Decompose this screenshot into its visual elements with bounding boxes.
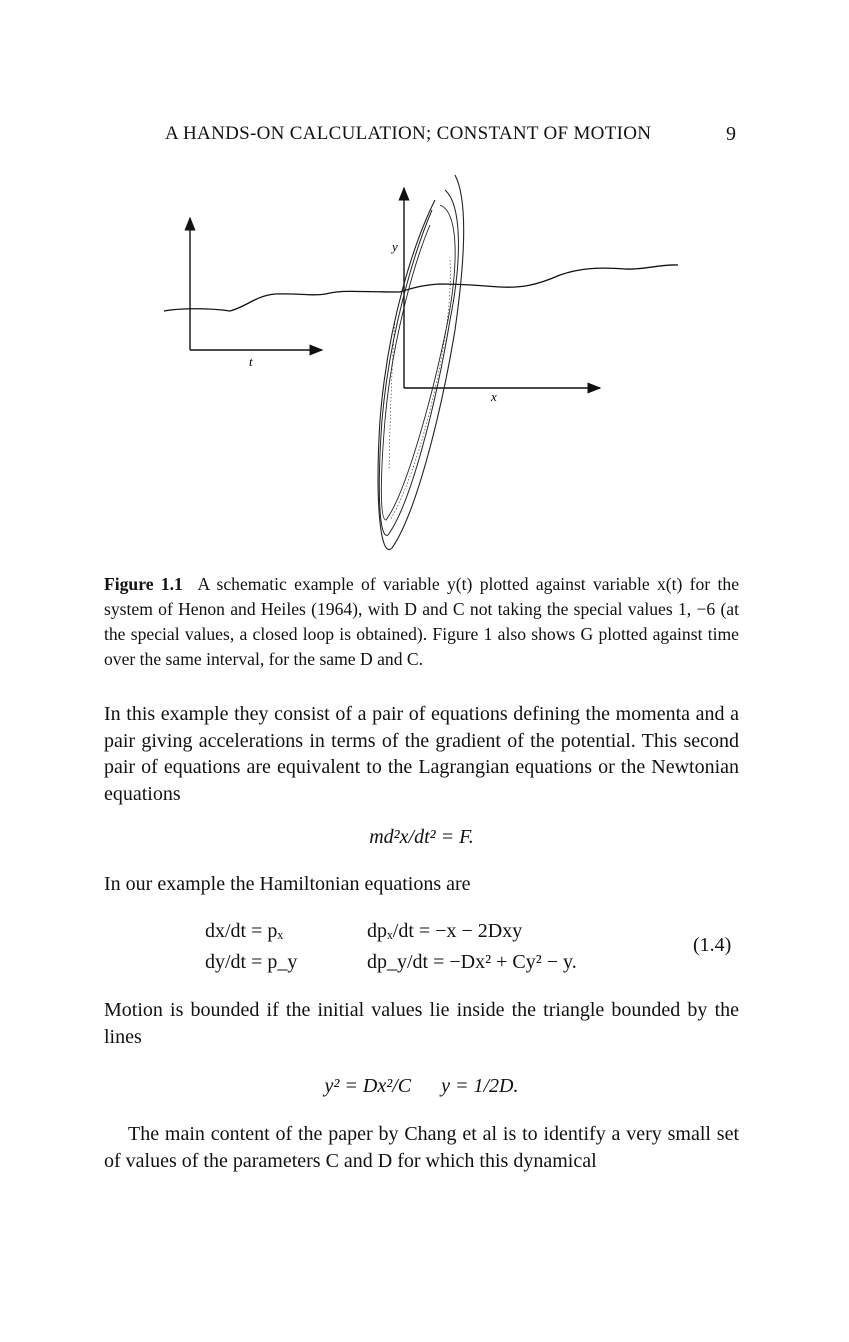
equation-1-right: dpₓ/dt = −x − 2Dxy bbox=[367, 920, 523, 942]
figure-caption bbox=[104, 572, 739, 672]
equation-bounds bbox=[104, 1075, 739, 1098]
page-number: 9 bbox=[726, 123, 736, 145]
caption-text: A schematic example of variable y(t) plotted against variable x(t) for the system of Henon and Heiles (1964), with D and C not taking the special values 1, −6 (at the special values, a closed loop is obtained). Figure 1 also shows G plotted against time over the same interval, for the same D and C. bbox=[104, 574, 740, 669]
equation-1-left: dx/dt = pₓ bbox=[205, 920, 284, 942]
hamiltonian-equations bbox=[205, 916, 655, 978]
paragraph-2: In our example the Hamiltonian equations are bbox=[104, 873, 471, 895]
equation-bounds-text: y² = Dx²/C y = 1/2D. bbox=[324, 1075, 519, 1097]
y-axis-label: y bbox=[392, 239, 398, 254]
paragraph-3: Motion is bounded if the initial values lie inside the triangle bounded by the lines bbox=[104, 999, 739, 1048]
g-time-curve bbox=[164, 265, 678, 311]
t-axis-label: t bbox=[249, 354, 253, 369]
caption-label: Figure 1.1 bbox=[104, 574, 183, 594]
equation-row-2 bbox=[205, 947, 655, 978]
figure-1-1 bbox=[0, 0, 849, 560]
x-axis-label: x bbox=[491, 389, 497, 404]
equation-row-1 bbox=[205, 916, 655, 947]
paragraph-4: The main content of the paper by Chang et al is to identify a very small set of values of the parameters C and D for which this dynamical bbox=[104, 1123, 739, 1172]
equation-2-left: dy/dt = p_y bbox=[205, 951, 298, 973]
equation-number: (1.4) bbox=[693, 934, 732, 956]
orbit-loops bbox=[378, 175, 464, 550]
equation-newton-text: md²x/dt² = F. bbox=[369, 826, 474, 848]
paragraph-1: In this example they consist of a pair of equations defining the momenta and a pair giving accelerations in terms of the gradient of the potential. This second pair of equations are equivalent to the Lagrangian equations or the Newtonian equations bbox=[104, 703, 739, 805]
orbit-outer bbox=[378, 175, 464, 550]
running-title: A HANDS-ON CALCULATION; CONSTANT OF MOTION bbox=[165, 123, 652, 144]
equation-2-right: dp_y/dt = −Dx² + Cy² − y. bbox=[367, 951, 577, 973]
equation-newton bbox=[104, 826, 739, 849]
